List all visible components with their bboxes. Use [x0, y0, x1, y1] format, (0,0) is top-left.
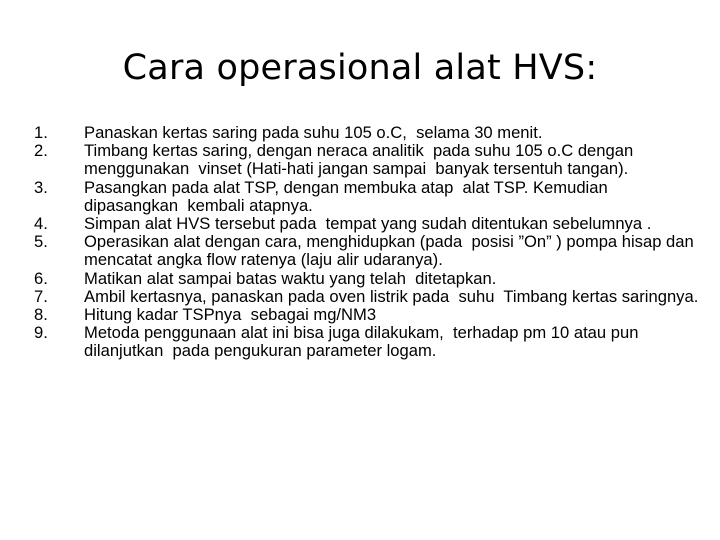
step-text: Simpan alat HVS tersebut pada tempat yang sudah ditentukan sebelumnya . — [84, 214, 652, 234]
step-number: 5. — [34, 232, 48, 252]
list-item — [34, 324, 704, 360]
step-number: 2. — [34, 141, 48, 161]
step-text: Ambil kertasnya, panaskan pada oven listrik pada suhu Timbang kertas saringnya. — [84, 286, 699, 306]
step-number: 9. — [34, 323, 48, 343]
step-text: Matikan alat sampai batas waktu yang telah ditetapkan. — [84, 268, 497, 288]
step-text: Operasikan alat dengan cara, menghidupkan (pada posisi ”On” ) pompa hisap dan mencatat angka flow ratenya (laju alir udaranya). — [84, 232, 699, 270]
step-text: Timbang kertas saring, dengan neraca analitik pada suhu 105 o.C dengan menggunakan vinset (Hati-hati jangan sampai banyak tersentuh tangan). — [84, 141, 638, 179]
step-text: Pasangkan pada alat TSP, dengan membuka atap alat TSP. Kemudian dipasangkan kembali atapnya. — [84, 177, 617, 215]
list-item — [34, 233, 704, 269]
list-item — [34, 142, 704, 178]
list-item — [34, 306, 704, 324]
slide-title: Cara operasional alat HVS: — [122, 48, 598, 88]
step-text: Metoda penggunaan alat ini bisa juga dilakukam, terhadap pm 10 atau pun dilanjutkan pada pengukuran parameter logam. — [84, 323, 644, 361]
list-item — [34, 179, 704, 215]
step-number: 7. — [34, 286, 48, 306]
step-number: 1. — [34, 123, 48, 142]
step-text: Panaskan kertas saring pada suhu 105 o.C, selama 30 menit. — [84, 123, 543, 142]
steps-list — [34, 124, 704, 361]
step-number: 8. — [34, 305, 48, 325]
step-text: Hitung kadar TSPnya sebagai mg/NM3 — [84, 305, 377, 325]
list-item — [34, 270, 704, 288]
step-number: 6. — [34, 268, 48, 288]
list-item — [34, 288, 704, 306]
step-number: 3. — [34, 177, 48, 197]
step-number: 4. — [34, 214, 48, 234]
list-item — [34, 215, 704, 233]
list-item — [34, 124, 704, 142]
